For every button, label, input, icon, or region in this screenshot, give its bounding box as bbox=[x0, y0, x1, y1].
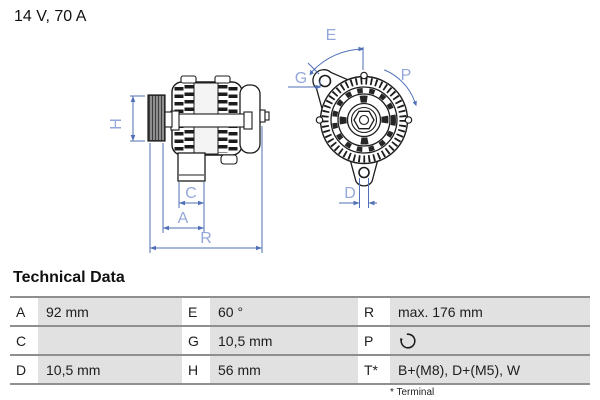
cell-value: 56 mm bbox=[210, 356, 358, 383]
cell-value-rotation bbox=[390, 327, 590, 354]
shaft-nut bbox=[354, 111, 374, 128]
lug-bottom-hole bbox=[359, 168, 369, 178]
cell-key: P bbox=[358, 327, 390, 354]
cell-key: G bbox=[182, 327, 210, 354]
rear-mounting-foot bbox=[221, 155, 237, 164]
table-row bbox=[10, 325, 590, 354]
lug-top-hole bbox=[320, 76, 331, 87]
cell-key: H bbox=[182, 356, 210, 383]
table-row bbox=[10, 354, 590, 385]
dim-label-c: C bbox=[185, 185, 197, 202]
cell-key: D bbox=[10, 356, 38, 383]
cell-value: max. 176 mm bbox=[390, 298, 590, 325]
cell-key: R bbox=[358, 298, 390, 325]
stud-top bbox=[361, 72, 367, 78]
cell-value: 60 ° bbox=[210, 298, 358, 325]
technical-data-table bbox=[10, 296, 590, 385]
stud-left bbox=[316, 117, 322, 123]
cell-key: A bbox=[10, 298, 38, 325]
dim-label-h: H bbox=[108, 118, 125, 130]
pulley bbox=[148, 95, 165, 141]
alternator-front-view bbox=[288, 27, 417, 208]
section-heading: Technical Data bbox=[13, 269, 125, 286]
dim-label-d: D bbox=[344, 185, 356, 202]
dim-label-g: G bbox=[294, 70, 308, 87]
cell-value: B+(M8), D+(M5), W bbox=[390, 356, 590, 383]
cell-key: E bbox=[182, 298, 210, 325]
terminal-footnote: * Terminal bbox=[390, 387, 435, 398]
through-bolt-band bbox=[171, 111, 252, 130]
front-inner-rings bbox=[331, 87, 397, 153]
rotation-direction-icon bbox=[398, 331, 418, 351]
dim-label-p: P bbox=[400, 67, 412, 84]
page-title: 14 V, 70 A bbox=[14, 8, 87, 25]
mounting-foot bbox=[178, 153, 205, 181]
cell-key: T* bbox=[358, 356, 390, 383]
cell-value: 10,5 mm bbox=[38, 356, 182, 383]
dim-label-r: R bbox=[200, 230, 212, 247]
dim-label-a: A bbox=[177, 210, 189, 227]
stud-right bbox=[405, 117, 411, 123]
cell-value: 10,5 mm bbox=[210, 327, 358, 354]
cell-value: 92 mm bbox=[38, 298, 182, 325]
alternator-side-view bbox=[108, 76, 269, 253]
terminal-stud bbox=[260, 110, 269, 122]
cell-value bbox=[38, 327, 182, 354]
shaft bbox=[165, 112, 172, 127]
dim-label-e: E bbox=[325, 27, 337, 44]
cell-key: C bbox=[10, 327, 38, 354]
table-row bbox=[10, 296, 590, 325]
